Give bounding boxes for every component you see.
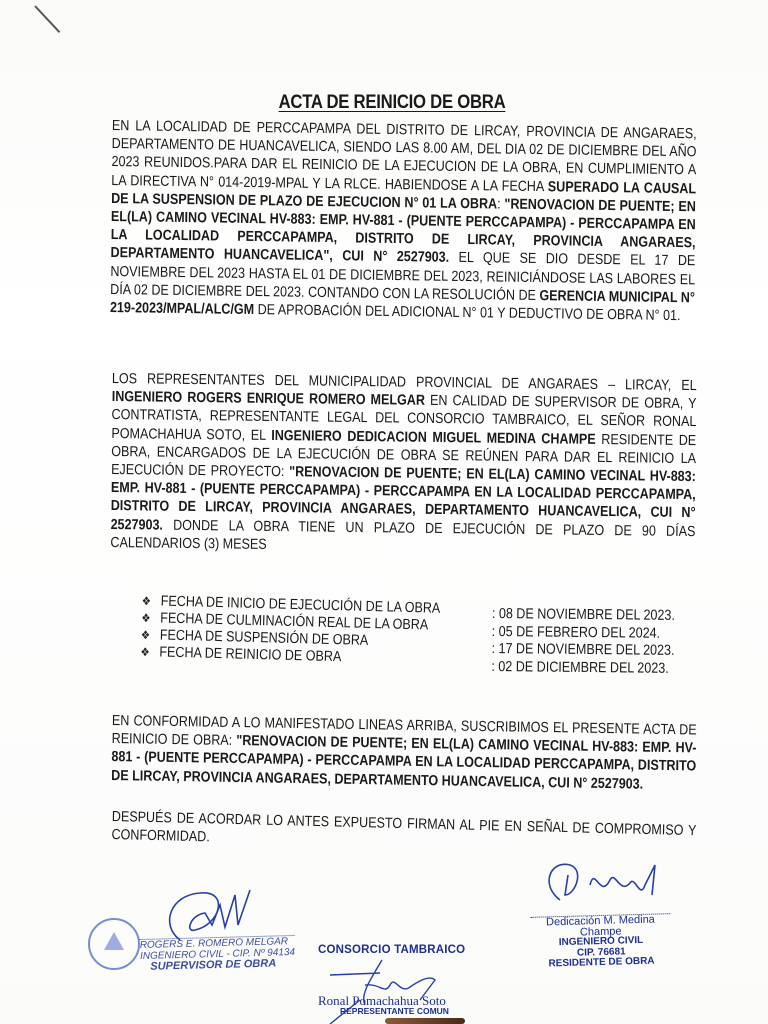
contractor-rep-role: REPRESENTANTE COMUN — [340, 1006, 449, 1016]
paragraph-representatives — [110, 370, 696, 559]
date-value: : 05 DE FEBRERO DEL 2024. — [491, 623, 661, 642]
bold-text-segment: INGENIERO DEDICACION MIGUEL MEDINA CHAMPE — [271, 427, 596, 448]
date-label: FECHA DE CULMINACIÓN REAL DE LA OBRA — [160, 610, 429, 634]
supervisor-title: INGENIERO CIVIL - CIP. Nº 94134 — [139, 946, 296, 963]
paragraph-intro — [110, 117, 697, 326]
date-values — [491, 606, 705, 678]
text-segment: DESPUÉS DE ACORDAR LO ANTES EXPUESTO FIRMAN AL PIE EN SEÑAL DE COMPROMISO Y CONFORMIDAD. — [111, 808, 697, 846]
text-segment: DONDE LA OBRA TIENE UN PLAZO DE EJECUCIÓN DE PLAZO DE 90 DÍAS CALENDARIOS (3) MESES — [110, 517, 696, 553]
supervisor-name: ROGERS E. ROMERO MELGAR — [140, 935, 295, 951]
date-value: : 17 DE NOVIEMBRE DEL 2023. — [491, 640, 675, 659]
diamond-bullet-icon: ❖ — [141, 593, 152, 609]
bold-text-segment: CUI N° 2527903. — [342, 248, 450, 267]
contractor-company: CONSORCIO TAMBRAICO — [318, 944, 466, 956]
bold-text-segment: GERENCIA MUNICIPAL N° 219-2023/MPAL/ALC/GM — [109, 287, 696, 319]
text-segment: PARA DAR EL REINICIO DE LA EJECUCION DE LA OBRA, EN CUMPLIMIENTO A LA DIRECTIVA N° 014-2019-MPAL Y LA RLCE. HABIENDOSE A LA FECHA — [111, 155, 697, 195]
bold-text-segment: INGENIERO ROGERS ENRIQUE ROMERO MELGAR — [111, 389, 426, 410]
resident-name: Dedicación M. Medina Champe — [530, 913, 671, 939]
contractor-rep-name: Ronal Pomachahua Soto — [318, 993, 446, 1008]
text-segment: EL QUE SE DIO DESDE EL 17 DE NOVIEMBRE DEL 2023 HASTA EL 01 DE DICIEMBRE DEL 2023, REINICIÁNDOSE LAS LABORES EL DÍA 02 DE DICIEMBRE DEL 2023. CONTANDO CON LA RESOLUCIÓN DE — [110, 250, 696, 304]
resident-stamp — [530, 913, 671, 970]
paragraph-closing — [111, 808, 696, 859]
text-segment: EN CONFORMIDAD A LO MANIFESTADO LINEAS ARRIBA, SUSCRIBIMOS EL PRESENTE ACTA DE REINICIO DE OBRA: — [111, 712, 697, 750]
document-title: ACTA DE REINICIO DE OBRA — [278, 92, 506, 113]
text-segment: EN LA LOCALIDAD DE PERCCAPAMPA DEL DISTRITO DE LIRCAY, PROVINCIA DE ANGARAES, DEPARTAMENTO DE HUANCAVELICA, SIENDO LAS 8.00 AM, DEL DIA 02 DE DICIEMBRE DEL AÑO 2023 REUNIDOS. — [111, 117, 697, 172]
date-labels — [140, 593, 489, 670]
text-segment: : — [497, 196, 505, 213]
date-label: FECHA DE SUSPENSIÓN DE OBRA — [159, 627, 369, 649]
supervisor-stamp — [140, 935, 296, 973]
text-segment: RESIDENTE DE OBRA, ENCARGADOS DE LA EJECUCIÓN DE OBRA SE REÚNEN PARA DAR EL REINICIO LA EJECUCIÓN DE PROYECTO: — [111, 431, 697, 481]
diamond-bullet-icon: ❖ — [141, 610, 151, 626]
staple-mark — [34, 5, 60, 33]
text-segment: LOS REPRESENTANTES DEL MUNICIPALIDAD PROVINCIAL DE ANGARAES – LIRCAY, EL — [111, 370, 697, 395]
text-segment: DE APROBACIÓN DEL ADICIONAL N° 01 Y DEDUCTIVO DE OBRA N° 01. — [254, 302, 681, 325]
diamond-bullet-icon: ❖ — [140, 644, 150, 660]
resident-role: RESIDENTE DE OBRA — [548, 955, 655, 970]
diamond-bullet-icon: ❖ — [140, 627, 151, 643]
resident-signature — [540, 855, 670, 915]
date-label: FECHA DE REINICIO DE OBRA — [159, 644, 342, 666]
page-edge-shadow — [385, 1018, 465, 1024]
municipal-seal-icon — [88, 918, 140, 970]
date-value: : 08 DE NOVIEMBRE DEL 2023. — [491, 606, 675, 624]
bold-text-segment: HV-883: EMP. HV-881 - (PUENTE PERCCAPAMPA) - PERCCAPAMPA EN LA LOCALIDAD PERCCAPAMPA, DISTRITO DE LIRCAY, PROVINCIA ANGARAES, DEPARTAMENTO HUANCAVELICA", — [110, 211, 696, 265]
date-label: FECHA DE INICIO DE EJECUCIÓN DE LA OBRA — [160, 593, 441, 617]
resident-title: INGENIERO CIVIL — [558, 934, 644, 949]
date-value: : 02 DE DICIEMBRE DEL 2023. — [491, 658, 669, 677]
paragraph-conformity — [111, 712, 697, 794]
resident-cip: CIP. 76681 — [576, 945, 626, 959]
bold-text-segment: SUPERADO LA CAUSAL DE LA SUSPENSION DE PLAZO DE EJECUCION N° 01 LA OBRA — [111, 178, 697, 213]
bold-text-segment: "RENOVACION DE PUENTE; EN EL(LA) CAMINO VECINAL — [110, 196, 696, 228]
bold-text-segment: "RENOVACION DE PUENTE; EN EL(LA) CAMINO VECINAL HV-883: EMP. HV-881 - (PUENTE PERCCAPAMPA) - PERCCAPAMPA EN LA LOCALIDAD PERCCAPAMPA, DISTRITO DE LIRCAY, PROVINCIA ANGARAES, DEPARTAMENTO HUANCAVELICA, CUI N° 2527903. — [111, 733, 697, 793]
supervisor-role: SUPERVISOR DE OBRA — [150, 957, 277, 973]
text-segment: EN CALIDAD DE SUPERVISOR DE OBRA, Y CONTRATISTA, REPRESENTANTE LEGAL DEL CONSORCIO TAMBRAICO, EL SEÑOR RONAL POMACHAHUA SOTO, EL — [111, 393, 697, 444]
bold-text-segment: "RENOVACION DE PUENTE; EN EL(LA) CAMINO VECINAL HV-883: EMP. HV-881 - (PUENTE PERCCAPAMPA) - PERCCAPAMPA EN LA LOCALIDAD PERCCAPAMPA, DISTRITO DE LIRCAY, PROVINCIA ANGARAES, DEPARTAMENTO HUANCAVELICA, CUI N° 2527903. — [110, 464, 696, 534]
